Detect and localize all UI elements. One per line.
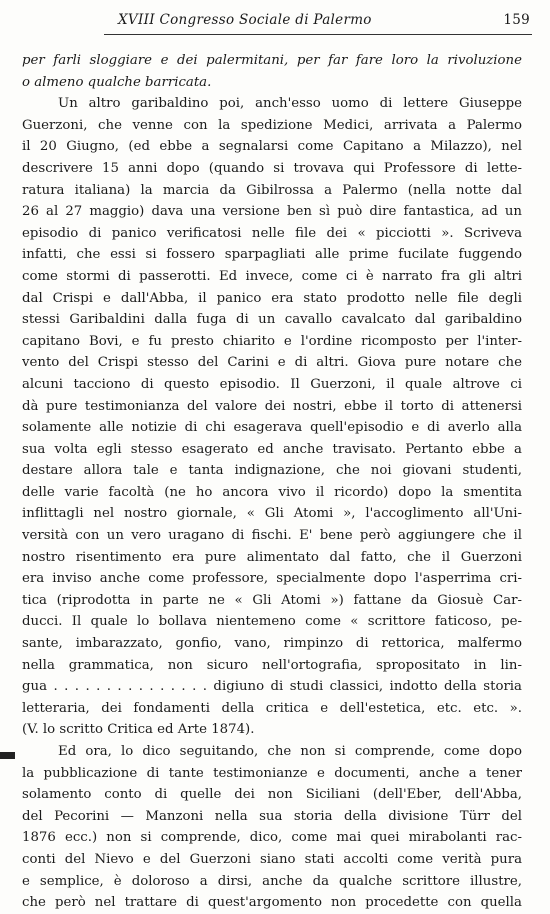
text-line: nostro risentimento era pure alimentato dal fatto, che il Guerzoni — [22, 549, 522, 565]
text-line: episodio di panico verificatosi nelle file dei « picciotti ». Scriveva — [22, 225, 522, 241]
text-line: ducci. Il quale lo bollava nientemeno come « scrittore faticoso, pe- — [22, 614, 522, 630]
text-line: e semplice, è doloroso a dirsi, anche da qualche scrittore illustre, — [22, 873, 522, 889]
running-header — [100, 10, 530, 32]
text-line: dà pure testimonianza del valore dei nostri, ebbe il torto di attenersi — [22, 398, 522, 414]
text-line: per farli sloggiare e dei palermitani, per far fare loro la rivoluzione — [22, 53, 522, 68]
text-line: Ed ora, lo dico seguitando, che non si comprende, come dopo — [58, 744, 522, 759]
text-line: il 20 Giugno, (ed ebbe a segnalarsi come Capitano a Milazzo), nel — [22, 139, 522, 155]
text-line: delle varie facoltà (ne ho ancora vivo il ricordo) dopo la smentita — [22, 484, 522, 500]
text-line: che però nel trattare di quest'argomento non procedette con quella — [22, 895, 522, 911]
body-text — [22, 50, 522, 914]
text-line: come stormi di passerotti. Ed invece, come ci è narrato fra gli altri — [22, 268, 522, 284]
text-line: destare allora tale e tanta indignazione, che noi giovani studenti, — [22, 463, 522, 479]
text-line: dal Crispi e dall'Abba, il panico era stato prodotto nelle file degli — [22, 290, 522, 306]
text-line: 1876 ecc.) non si comprende, dico, come mai quei mirabolanti rac- — [22, 830, 522, 846]
header-rule — [104, 34, 532, 35]
text-line: vento del Crispi stesso del Carini e di altri. Giova pure notare che — [22, 355, 522, 371]
text-line: (V. lo scritto Critica ed Arte 1874). — [22, 722, 255, 738]
text-line: 26 al 27 maggio) dava una versione ben sì può dire fantastica, ad un — [22, 204, 522, 220]
text-line: capitano Bovi, e fu presto chiarito e l'ordine ricomposto per l'inter- — [22, 333, 522, 349]
text-line: inflittagli nel nostro giornale, « Gli Atomi », l'accoglimento all'Uni- — [22, 506, 522, 522]
text-line: solamente alle notizie di chi esagerava quell'episodio e di averlo alla — [22, 420, 522, 436]
text-line: descrivere 15 anni dopo (quando si trovava qui Professore di lette- — [22, 160, 522, 176]
text-line: letteraria, dei fondamenti della critica e dell'estetica, etc. etc. ». — [22, 700, 522, 716]
text-line: gua . . . . . . . . . . . . . . . digiuno di studi classici, indotto della storia — [22, 679, 522, 695]
text-line: Guerzoni, che venne con la spedizione Medici, arrivata a Palermo — [22, 117, 522, 133]
text-line: sante, imbarazzato, gonfio, vano, rimpinzo di rettorica, malfermo — [22, 636, 522, 652]
text-line: alcuni tacciono di questo episodio. Il Guerzoni, il quale altrove ci — [22, 376, 522, 392]
text-line: conti del Nievo e del Guerzoni siano stati accolti come verità pura — [22, 851, 522, 867]
text-line: stessi Garibaldini dalla fuga di un cavallo cavalcato dal garibaldino — [22, 312, 522, 328]
text-line: versità con un vero uragano di fischi. E' bene però aggiungere che il — [22, 528, 522, 544]
text-line: nella grammatica, non sicuro nell'ortografia, spropositato in lin- — [22, 657, 522, 673]
text-line: sua volta egli stesso esagerato ed anche travisato. Pertanto ebbe a — [22, 441, 522, 457]
text-line: infatti, che essi si fossero sparpagliati alle prime fucilate fuggendo — [22, 247, 522, 263]
text-line: la pubblicazione di tante testimonianze e documenti, anche a tener — [22, 765, 522, 781]
text-line: o almeno qualche barricata. — [22, 74, 212, 90]
text-line: tica (riprodotta in parte ne « Gli Atomi ») fattane da Giosuè Car- — [22, 592, 522, 608]
margin-marker — [0, 752, 15, 759]
text-line: era inviso anche come professore, specialmente dopo l'asperrima cri- — [22, 571, 522, 587]
page-number: 159 — [503, 12, 530, 28]
text-line: Un altro garibaldino poi, anch'esso uomo di lettere Giuseppe — [58, 96, 522, 112]
running-title: XVIII Congresso Sociale di Palermo — [118, 12, 372, 28]
text-line: del Pecorini — Manzoni nella sua storia della divisione Türr del — [22, 808, 522, 824]
text-line: solamento conto di quelle dei non Siciliani (dell'Eber, dell'Abba, — [22, 787, 522, 803]
text-line: ratura italiana) la marcia da Gibilrossa a Palermo (nella notte dal — [22, 182, 522, 198]
